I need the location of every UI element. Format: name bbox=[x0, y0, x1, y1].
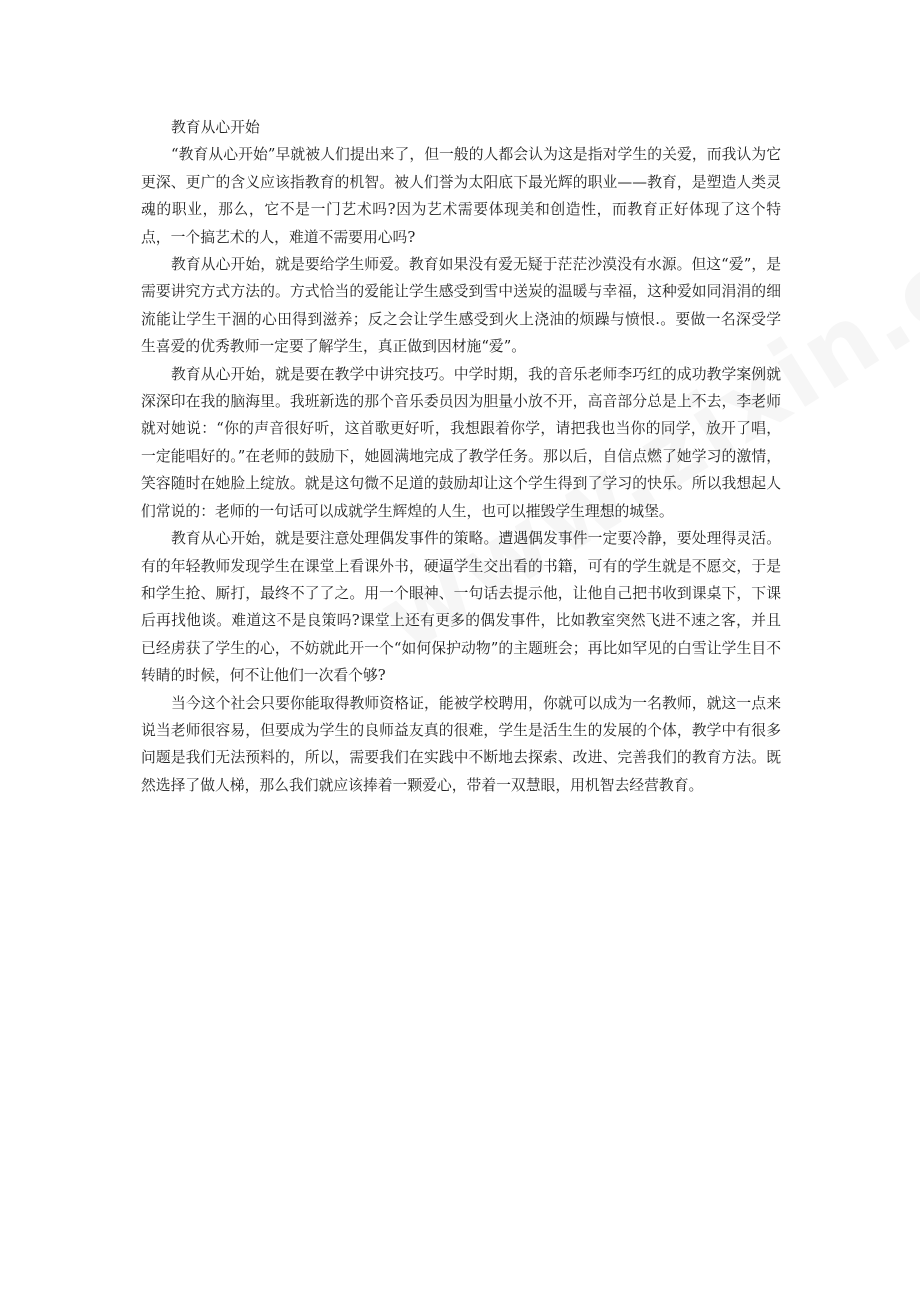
paragraph-3: 教育从心开始，就是要在教学中讲究技巧。中学时期，我的音乐老师李巧红的成功教学案例就深深印在我的脑海里。我班新选的那个音乐委员因为胆量小放不开，高音部分总是上不去，李老师就对她说：“你的声音很好听，这首歌更好听，我想跟着你学，请把我也当你的同学，放开了唱，一定能唱好的。”在老师的鼓励下，她圆满地完成了教学任务。那以后，自信点燃了她学习的激情，笑容随时在她脸上绽放。就是这句微不足道的鼓励却让这个学生得到了学习的快乐。所以我想起人们常说的：老师的一句话可以成就学生辉煌的人生，也可以摧毁学生理想的城堡。 bbox=[141, 365, 781, 520]
paragraph-2: 教育从心开始，就是要给学生师爱。教育如果没有爱无疑于茫茫沙漠没有水源。但这“爱”，是需要讲究方式方法的。方式恰当的爱能让学生感受到雪中送炭的温暖与幸福，这种爱如同涓涓的细流能让学生干涸的心田得到滋养；反之会让学生感受到火上浇油的烦躁与愤恨.。要做一名深受学生喜爱的优秀教师一定要了解学生，真正做到因材施“爱”。 bbox=[141, 256, 781, 356]
paragraph-1: “教育从心开始”早就被人们提出来了，但一般的人都会认为这是指对学生的关爱，而我认为它更深、更广的含义应该指教育的机智。被人们誉为太阳底下最光辉的职业——教育，是塑造人类灵魂的职业，那么，它不是一门艺术吗?因为艺术需要体现美和创造性，而教育正好体现了这个特点，一个搞艺术的人，难道不需要用心吗? bbox=[141, 146, 781, 246]
document-title: 教育从心开始 bbox=[171, 119, 260, 136]
document-body bbox=[141, 114, 781, 799]
paragraph-5: 当今这个社会只要你能取得教师资格证，能被学校聘用，你就可以成为一名教师，就这一点来说当老师很容易，但要成为学生的良师益友真的很难，学生是活生生的发展的个体，教学中有很多问题是我们无法预料的，所以，需要我们在实践中不断地去探索、改进、完善我们的教育方法。既然选择了做人梯，那么我们就应该捧着一颗爱心，带着一双慧眼，用机智去经营教育。 bbox=[141, 694, 781, 794]
paragraph-4: 教育从心开始，就是要注意处理偶发事件的策略。遭遇偶发事件一定要冷静，要处理得灵活。有的年轻教师发现学生在课堂上看课外书，硬逼学生交出看的书籍，可有的学生就是不愿交，于是和学生抢、厮打，最终不了了之。用一个眼神、一句话去提示他，让他自己把书收到课桌下，下课后再找他谈。难道这不是良策吗?课堂上还有更多的偶发事件，比如教室突然飞进不速之客，并且已经虏获了学生的心，不妨就此开一个“如何保护动物”的主题班会；再比如罕见的白雪让学生目不转睛的时候，何不让他们一次看个够? bbox=[141, 530, 781, 685]
